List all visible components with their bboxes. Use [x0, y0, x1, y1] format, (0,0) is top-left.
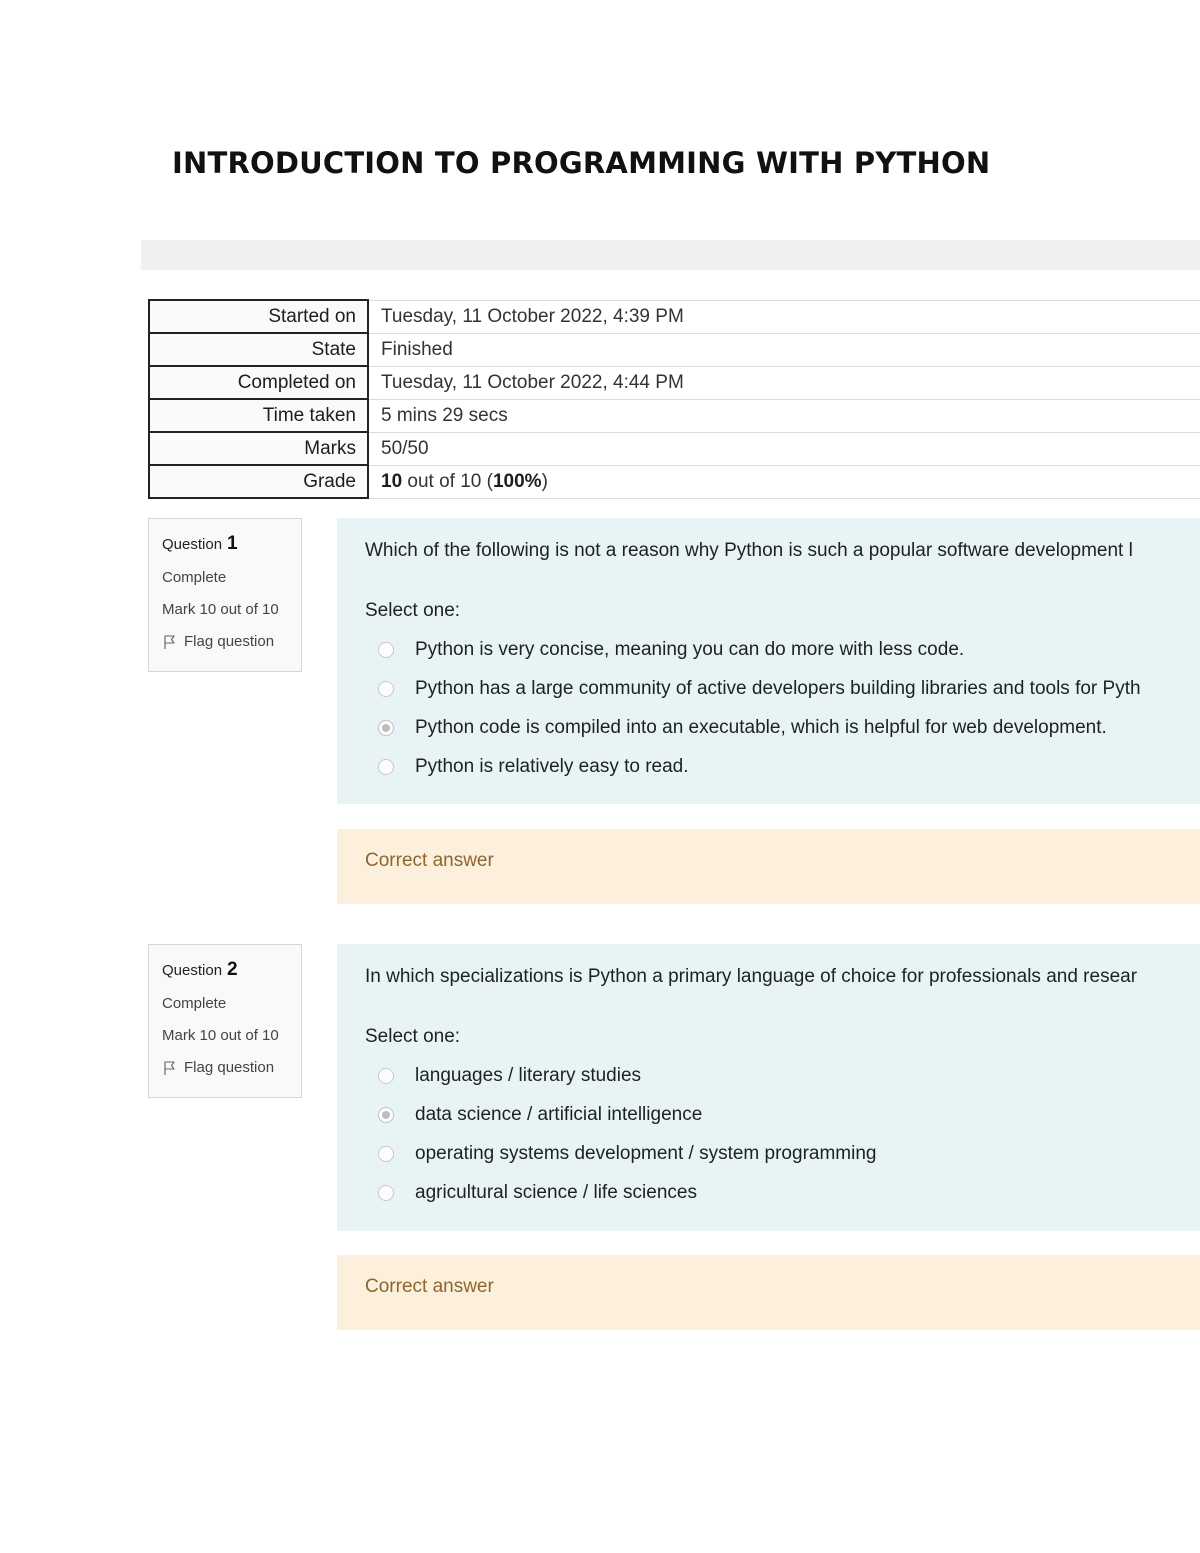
- radio-icon[interactable]: [378, 759, 394, 775]
- summary-label: Started on: [149, 300, 368, 333]
- radio-icon[interactable]: [378, 1146, 394, 1162]
- answer-option[interactable]: [365, 747, 1200, 786]
- answer-option[interactable]: [365, 669, 1200, 708]
- answer-text: languages / literary studies: [415, 1064, 642, 1086]
- summary-row-marks: [149, 432, 1200, 465]
- radio-icon[interactable]: [378, 720, 394, 736]
- grade-middle: out of 10 (: [402, 470, 493, 492]
- answer-text: Python has a large community of active developers building libraries and tools for Pyth: [415, 677, 1141, 699]
- question-number: [162, 959, 301, 981]
- select-one-prompt: Select one:: [365, 600, 461, 621]
- question-label: Question: [162, 962, 223, 979]
- answer-list: [365, 1056, 1200, 1212]
- attempt-summary-table: [148, 299, 1200, 499]
- question-mark: Mark 10 out of 10: [162, 1027, 279, 1044]
- flag-icon: [162, 1060, 178, 1076]
- radio-icon[interactable]: [378, 681, 394, 697]
- answer-option[interactable]: [365, 1134, 1200, 1173]
- answer-option[interactable]: [365, 1056, 1200, 1095]
- question-mark: Mark 10 out of 10: [162, 601, 279, 618]
- summary-row-time-taken: [149, 399, 1200, 432]
- answer-option[interactable]: [365, 1173, 1200, 1212]
- question-text: Which of the following is not a reason why Python is such a popular software development l: [365, 540, 1133, 561]
- question-number-value: 1: [227, 533, 238, 554]
- feedback-text: Correct answer: [365, 1276, 494, 1297]
- summary-value: 50/50: [368, 432, 1200, 465]
- question-status: Complete: [162, 569, 227, 586]
- header-bar: [141, 240, 1200, 270]
- flag-question-label: Flag question: [184, 633, 275, 650]
- feedback-box: [337, 829, 1200, 904]
- question-content: [337, 518, 1200, 804]
- flag-question-button[interactable]: [162, 633, 301, 650]
- question-content: [337, 944, 1200, 1231]
- summary-label: Marks: [149, 432, 368, 465]
- answer-text: operating systems development / system programming: [415, 1142, 877, 1164]
- summary-row-grade: [149, 465, 1200, 498]
- flag-question-label: Flag question: [184, 1059, 275, 1076]
- summary-value: Finished: [368, 333, 1200, 366]
- summary-label: Time taken: [149, 399, 368, 432]
- question-info: [148, 518, 302, 672]
- radio-icon[interactable]: [378, 1068, 394, 1084]
- summary-row-started: [149, 300, 1200, 333]
- feedback-text: Correct answer: [365, 850, 494, 871]
- summary-row-state: [149, 333, 1200, 366]
- answer-option[interactable]: [365, 708, 1200, 747]
- feedback-box: [337, 1255, 1200, 1330]
- answer-option[interactable]: [365, 1095, 1200, 1134]
- answer-list: [365, 630, 1200, 786]
- question-number: [162, 533, 301, 555]
- summary-label: Completed on: [149, 366, 368, 399]
- question-number-value: 2: [227, 959, 238, 980]
- question-info: [148, 944, 302, 1098]
- summary-value: Tuesday, 11 October 2022, 4:39 PM: [368, 300, 1200, 333]
- summary-label: State: [149, 333, 368, 366]
- answer-text: agricultural science / life sciences: [415, 1181, 697, 1203]
- answer-text: Python is relatively easy to read.: [415, 755, 689, 777]
- summary-value: [368, 465, 1200, 498]
- flag-icon: [162, 634, 178, 650]
- page-title: INTRODUCTION TO PROGRAMMING WITH PYTHON: [172, 146, 991, 180]
- radio-icon[interactable]: [378, 642, 394, 658]
- summary-value: Tuesday, 11 October 2022, 4:44 PM: [368, 366, 1200, 399]
- flag-question-button[interactable]: [162, 1059, 301, 1076]
- radio-icon[interactable]: [378, 1107, 394, 1123]
- answer-text: Python code is compiled into an executable, which is helpful for web development.: [415, 716, 1107, 738]
- grade-score: 10: [381, 470, 403, 492]
- question-label: Question: [162, 536, 223, 553]
- question-status: Complete: [162, 995, 227, 1012]
- question-text: In which specializations is Python a primary language of choice for professionals and resear: [365, 966, 1138, 987]
- summary-row-completed: [149, 366, 1200, 399]
- select-one-prompt: Select one:: [365, 1026, 461, 1047]
- summary-label: Grade: [149, 465, 368, 498]
- answer-text: data science / artificial intelligence: [415, 1103, 703, 1125]
- grade-percent: 100%: [492, 470, 542, 492]
- answer-text: Python is very concise, meaning you can do more with less code.: [415, 638, 965, 660]
- radio-icon[interactable]: [378, 1185, 394, 1201]
- summary-value: 5 mins 29 secs: [368, 399, 1200, 432]
- grade-end: ): [541, 470, 548, 492]
- answer-option[interactable]: [365, 630, 1200, 669]
